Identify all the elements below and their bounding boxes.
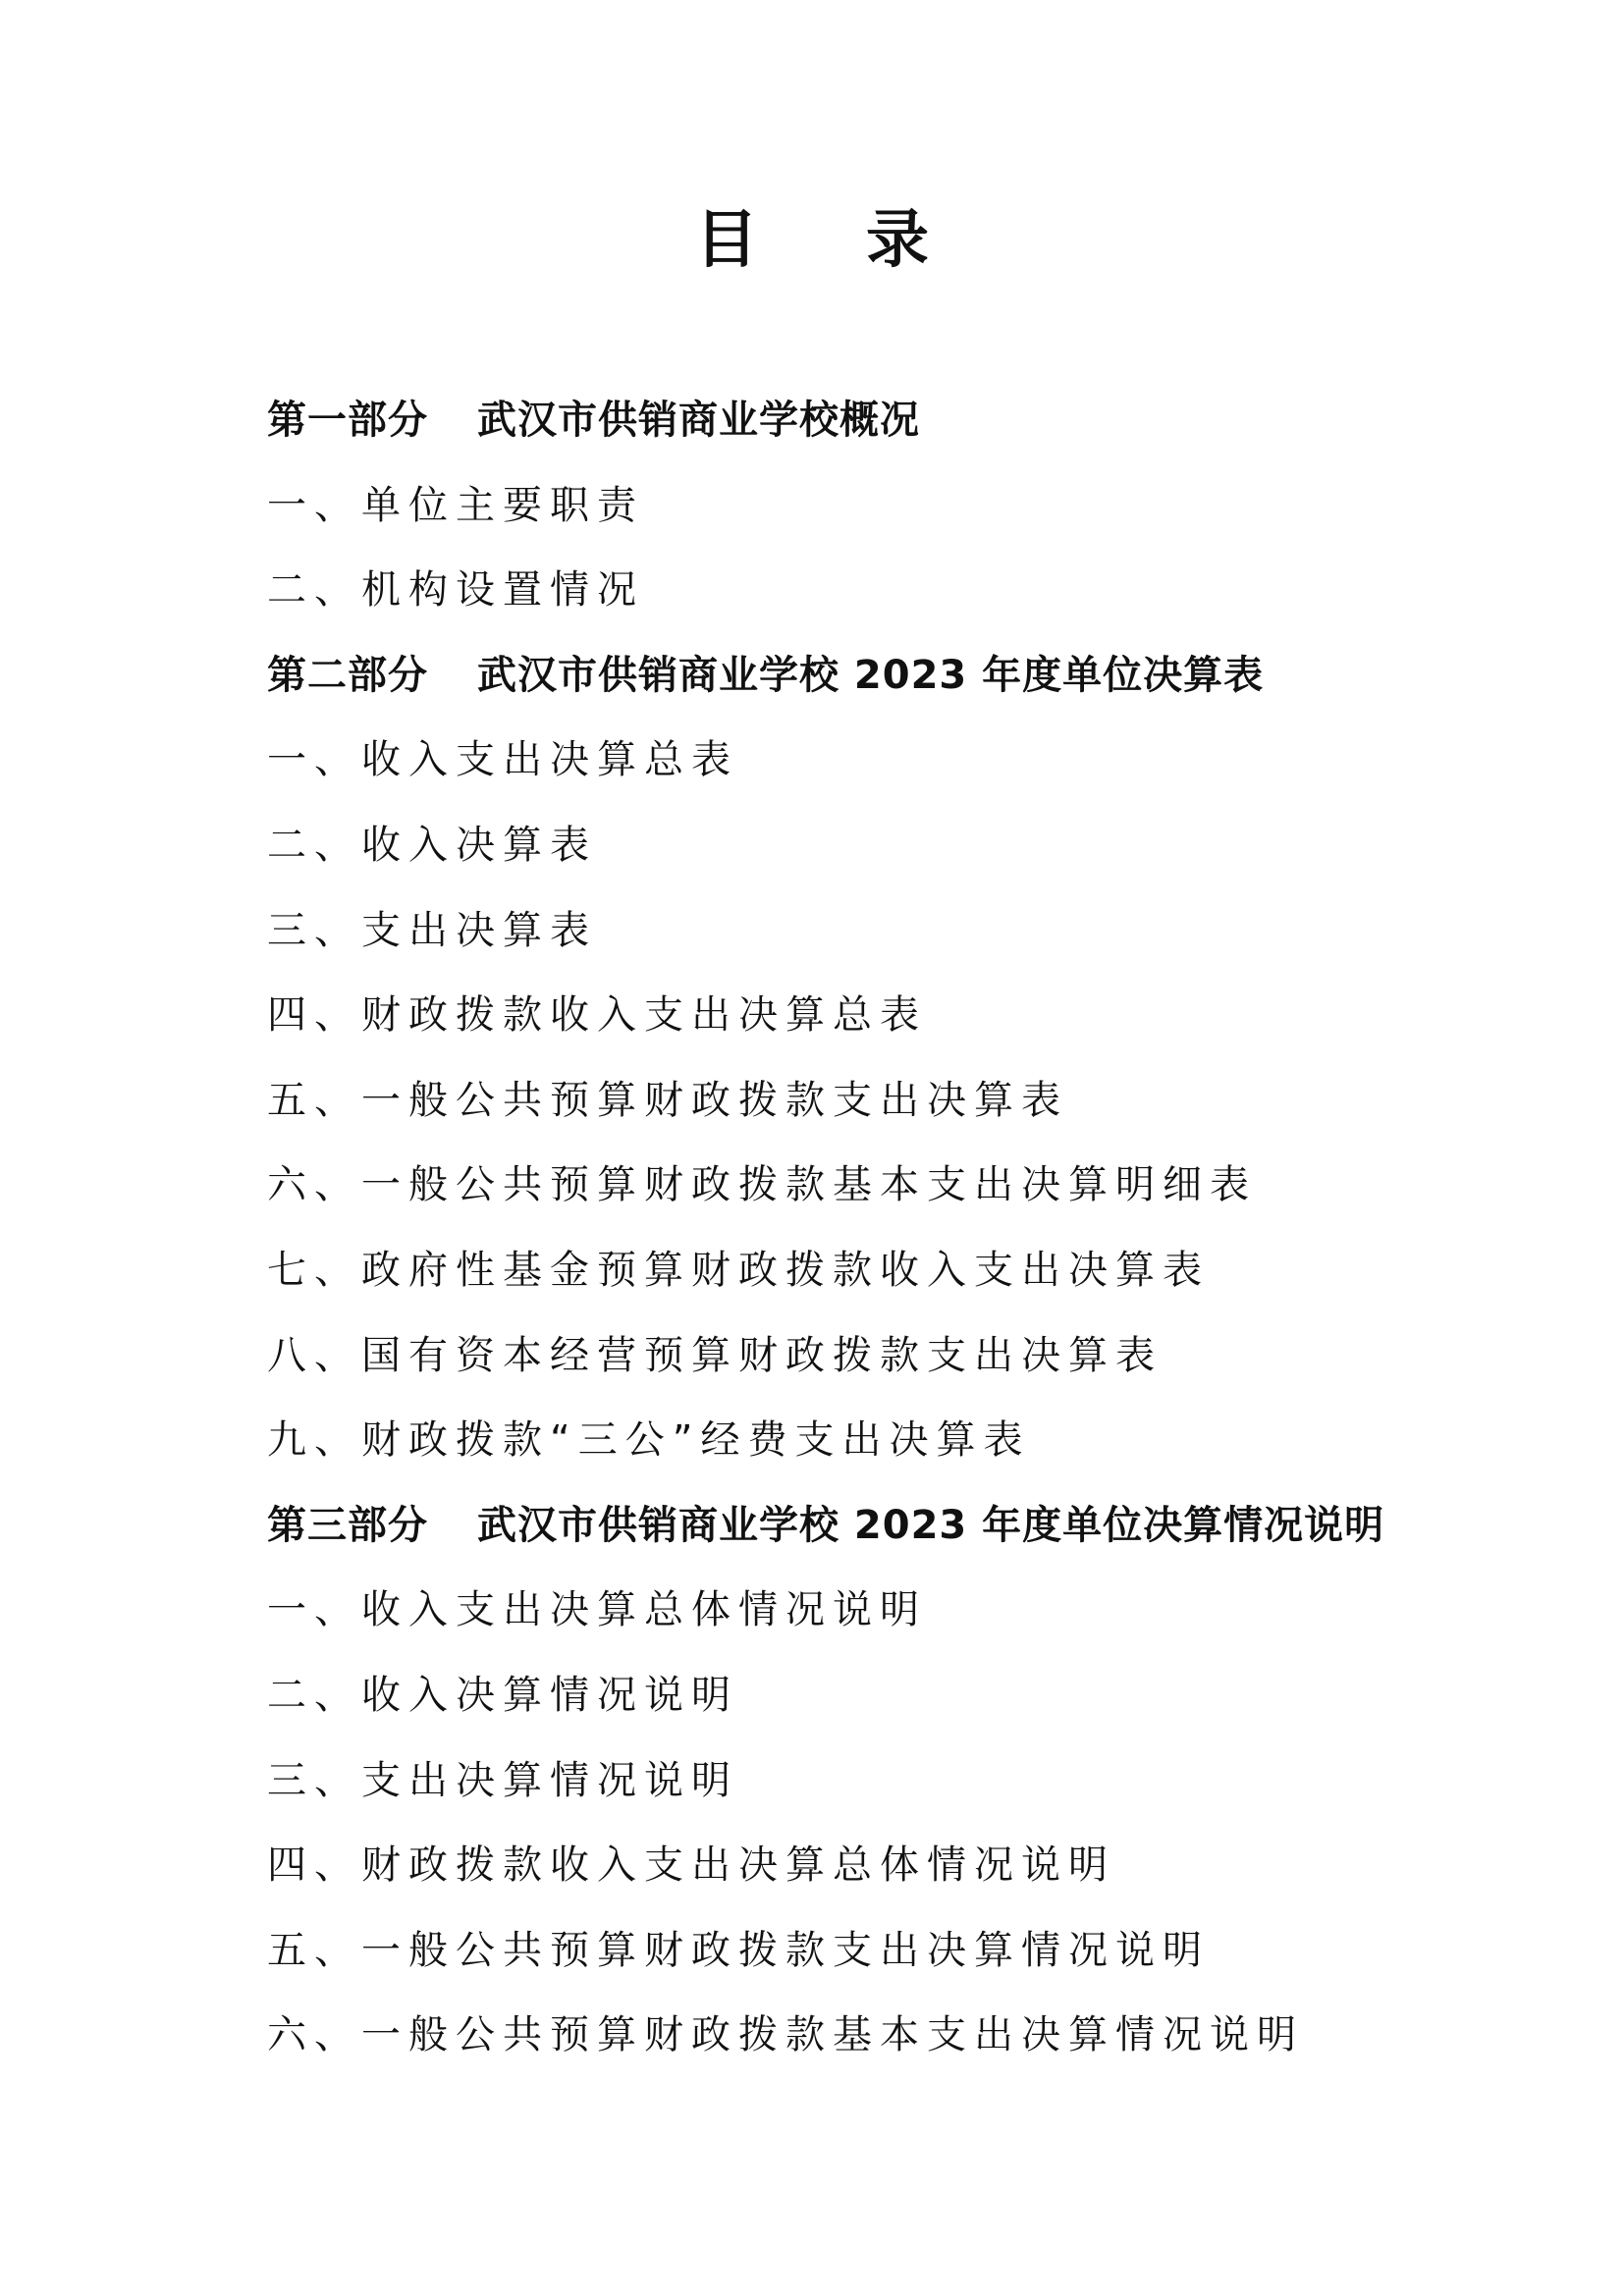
toc-item: 一、收入支出决算总体情况说明	[267, 1587, 927, 1633]
toc-part-3-label: 第三部分	[267, 1502, 428, 1548]
toc-item: 二、机构设置情况	[267, 567, 644, 614]
toc-item: 九、财政拨款“三公”经费支出决算表	[267, 1417, 1031, 1464]
toc-item: 六、一般公共预算财政拨款基本支出决算明细表	[267, 1162, 1257, 1208]
toc-item: 五、一般公共预算财政拨款支出决算情况说明	[267, 1927, 1210, 1973]
toc-part-3	[267, 1490, 1543, 1575]
toc-item: 五、一般公共预算财政拨款支出决算表	[267, 1077, 1068, 1123]
toc-item: 二、收入决算情况说明	[267, 1672, 738, 1718]
table-of-contents	[267, 385, 1543, 2085]
toc-item: 二、收入决算表	[267, 822, 597, 868]
page-title: 目录	[695, 203, 1037, 277]
toc-part-1-title: 武汉市供销商业学校概况	[477, 398, 920, 443]
toc-part-3-title: 武汉市供销商业学校 2023 年度单位决算情况说明	[477, 1502, 1385, 1548]
toc-part-1	[267, 385, 1543, 470]
toc-part-2-label: 第二部分	[267, 652, 428, 698]
toc-item: 四、财政拨款收入支出决算总体情况说明	[267, 1842, 1115, 1889]
toc-item: 三、支出决算表	[267, 907, 597, 953]
toc-item: 六、一般公共预算财政拨款基本支出决算情况说明	[267, 2012, 1304, 2058]
toc-item: 一、收入支出决算总表	[267, 737, 738, 783]
toc-item: 四、财政拨款收入支出决算总表	[267, 992, 927, 1039]
toc-item: 七、政府性基金预算财政拨款收入支出决算表	[267, 1247, 1210, 1293]
toc-item: 八、国有资本经营预算财政拨款支出决算表	[267, 1332, 1163, 1378]
toc-item: 三、支出决算情况说明	[267, 1757, 738, 1803]
toc-part-2	[267, 640, 1543, 725]
toc-part-1-label: 第一部分	[267, 398, 428, 443]
toc-item: 一、单位主要职责	[267, 482, 644, 528]
toc-part-2-title: 武汉市供销商业学校 2023 年度单位决算表	[477, 652, 1265, 698]
